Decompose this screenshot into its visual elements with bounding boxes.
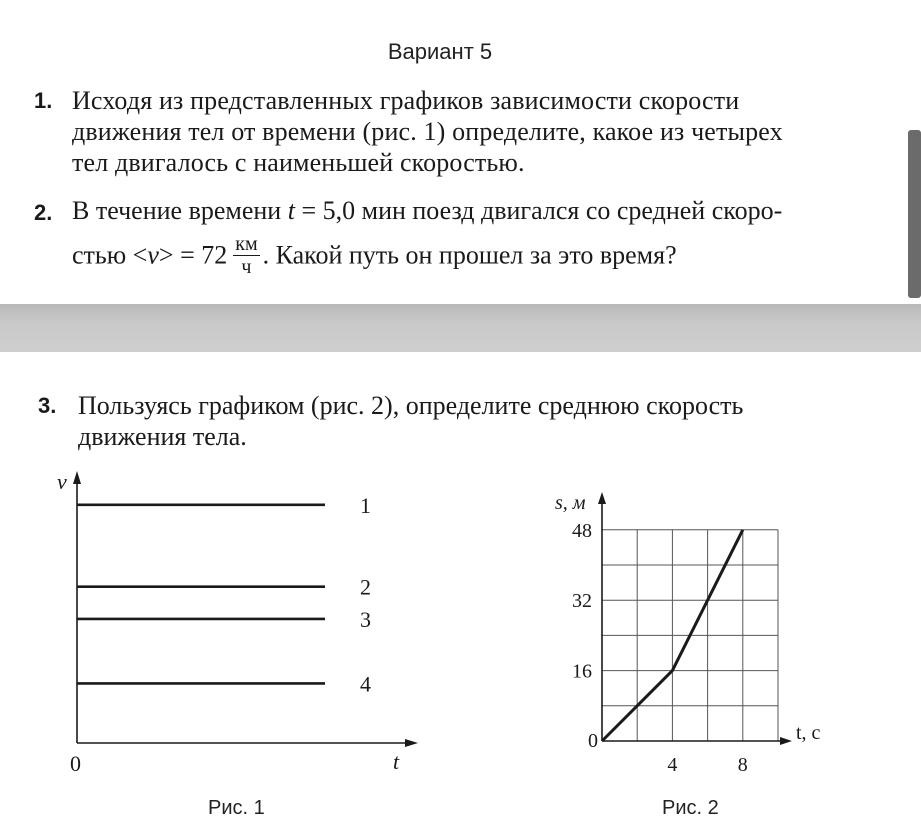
- fig2-y-tick-16: 16: [572, 660, 592, 683]
- problem-1-number: 1.: [34, 88, 53, 113]
- unit-denominator: ч: [241, 256, 252, 278]
- fig2-y-tick-48: 48: [572, 519, 592, 542]
- fig1-series-label-2: 2: [360, 574, 371, 600]
- page-bottom: [0, 352, 921, 819]
- speed-variable: v: [147, 240, 159, 270]
- problem-3-line-1: Пользуясь графиком (рис. 2), определите среднюю скорость: [78, 391, 744, 420]
- fig1-series-label-3: 3: [360, 606, 371, 632]
- figure-1-chart: [40, 467, 440, 777]
- problem-3: [38, 390, 744, 452]
- unit-numerator: км: [235, 233, 258, 255]
- problem-3-line-2: движения тела.: [78, 422, 247, 451]
- fig1-series-label-4: 4: [360, 671, 371, 697]
- unit-fraction: [233, 233, 259, 278]
- problem-1-line-1: Исходя из представленных графиков зависимости скорости: [72, 86, 740, 115]
- problem-1-line-3: тел двигалось с наименьшей скоростью.: [72, 148, 525, 177]
- page-top: [0, 0, 921, 304]
- fig2-x-tick-4: 4: [667, 754, 678, 776]
- fig2-ylabel: [555, 492, 586, 514]
- problem-3-number: 3.: [38, 393, 57, 418]
- problem-2-text-e: . Какой путь он прошел за это время?: [262, 240, 677, 270]
- problem-2: [34, 195, 783, 280]
- scrollbar-thumb[interactable]: [908, 130, 921, 298]
- fig2-xlabel-text: t, с: [796, 722, 821, 744]
- figure-1-caption: Рис. 1: [208, 797, 265, 819]
- fig2-ylabel-text: s, м: [555, 492, 586, 514]
- fig1-origin-label: 0: [70, 751, 81, 776]
- page-gap: [0, 304, 921, 352]
- problem-2-line-2: [72, 235, 782, 280]
- problem-2-text-b: = 5,0 мин поезд двигался со средней скоро-: [294, 196, 783, 225]
- problem-2-number: 2.: [34, 200, 53, 225]
- problem-2-line-1: [72, 195, 782, 226]
- figure-2-chart: [545, 487, 845, 787]
- fig1-y-arrow-icon: [73, 471, 81, 484]
- variant-title: Вариант 5: [387, 39, 493, 64]
- figure-2-caption: Рис. 2: [662, 797, 719, 819]
- time-variable: t: [287, 196, 295, 225]
- problem-1-line-2: движения тел от времени (рис. 1) определите, какое из четырех: [72, 117, 783, 146]
- fig1-ylabel: v: [57, 469, 67, 494]
- fig1-series-label-1: 1: [360, 492, 371, 518]
- fig2-y-tick-32: 32: [572, 590, 592, 613]
- fig2-x-tick-8: 8: [737, 754, 748, 776]
- fig2-x-arrow-icon: [780, 737, 792, 745]
- problem-2-text-d: > = 72: [158, 240, 228, 270]
- problem-2-text-c: стью <: [72, 240, 148, 270]
- fig2-y-arrow-icon: [598, 492, 606, 504]
- fig1-x-arrow-icon: [405, 739, 418, 747]
- fig1-xlabel: t: [393, 749, 400, 774]
- problem-1: [34, 85, 783, 178]
- fig2-origin-label: 0: [588, 730, 598, 752]
- fig2-xlabel: [796, 722, 821, 744]
- problem-2-text-a: В течение времени: [72, 196, 288, 225]
